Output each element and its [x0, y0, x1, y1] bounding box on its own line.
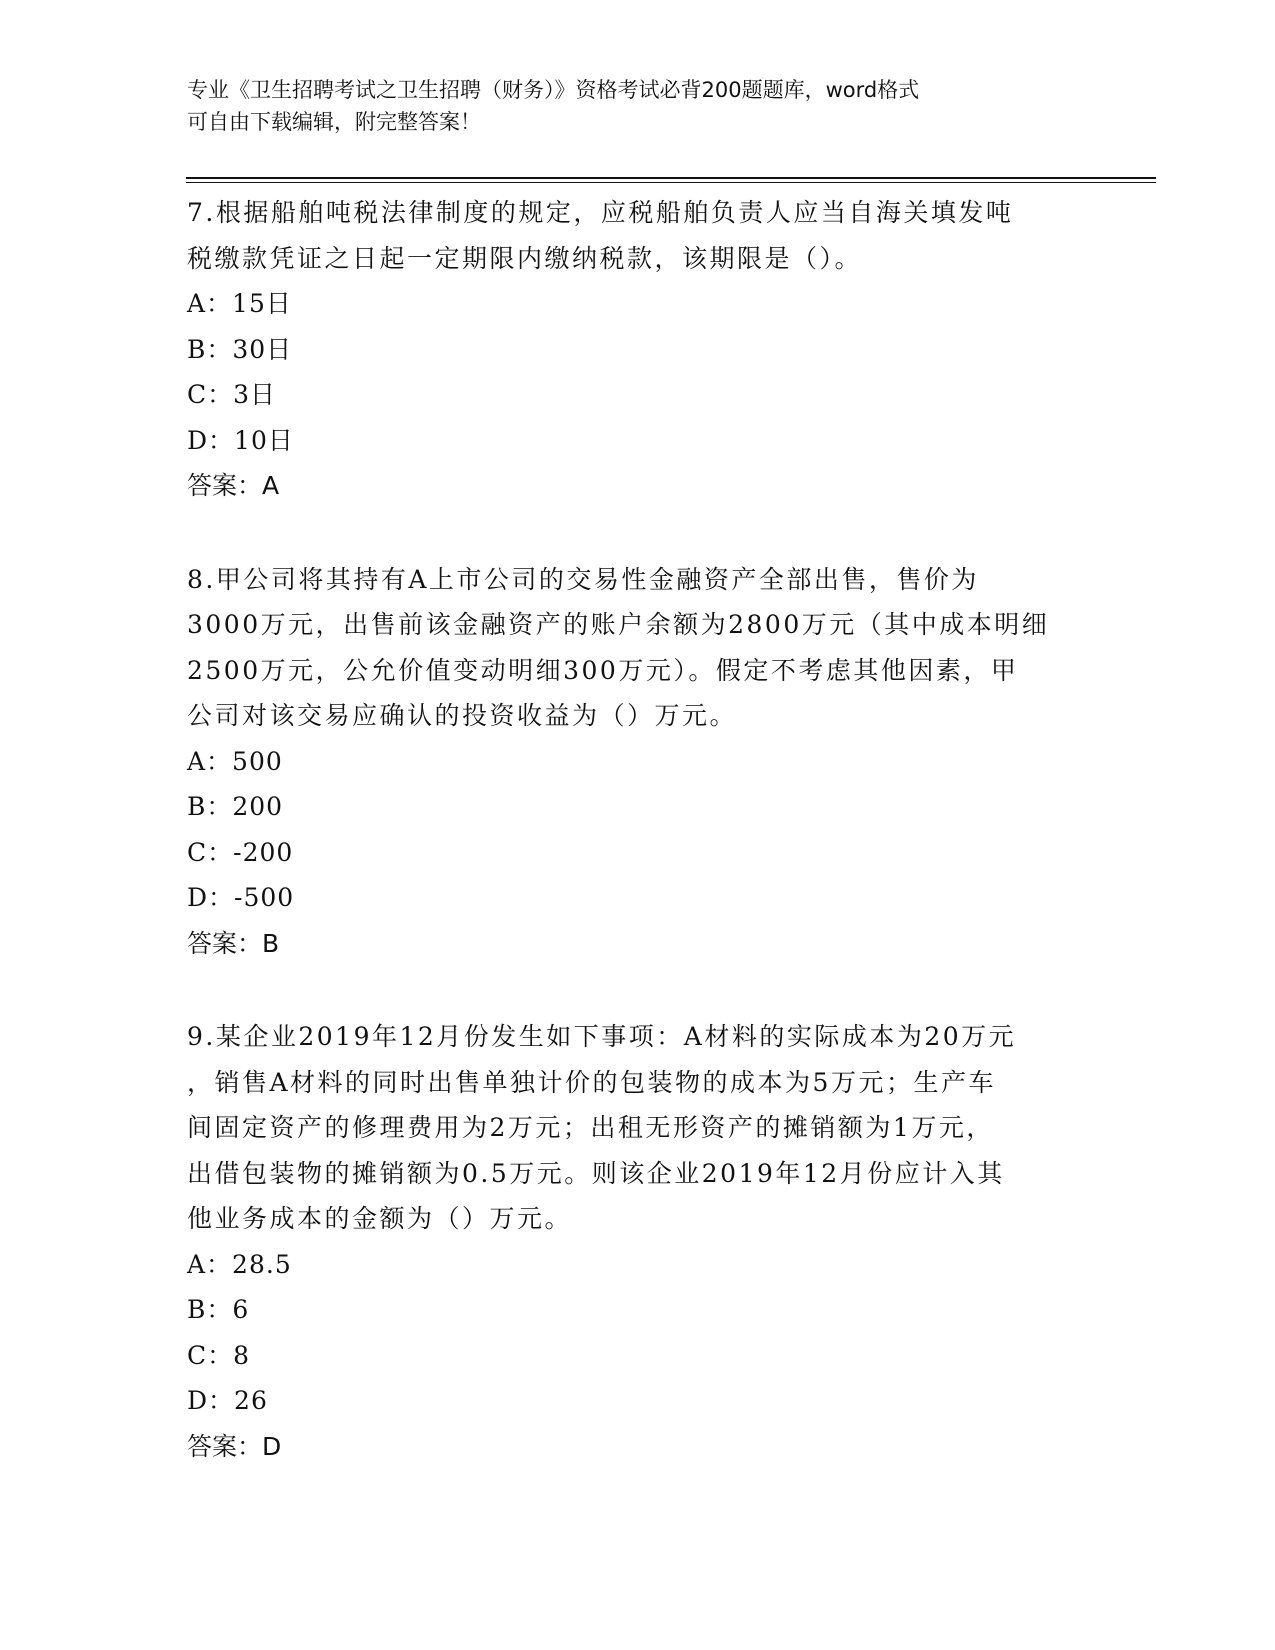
answer-line: 答案：B [187, 928, 280, 958]
question-7 [187, 190, 1087, 509]
option-b: B：6 [187, 1295, 250, 1324]
question-9 [187, 1014, 1087, 1469]
option-c: C：-200 [187, 837, 294, 867]
option-a: A：15日 [187, 289, 292, 318]
document-header [187, 74, 1067, 138]
answer-line: 答案：A [187, 471, 280, 500]
header-divider-thick [186, 177, 1156, 179]
question-text-line: 8.甲公司将其持有A上市公司的交易性金融资产全部出售，售价为 [187, 564, 979, 594]
question-text-line: 间固定资产的修理费用为2万元；出租无形资产的摊销额为1万元， [187, 1113, 994, 1142]
question-text-line: 7.根据船舶吨税法律制度的规定，应税船舶负责人应当自海关填发吨 [187, 198, 1014, 227]
option-a: A：28.5 [187, 1249, 292, 1279]
option-b: B：200 [187, 792, 284, 821]
answer-line: 答案：D [187, 1431, 282, 1461]
header-line-1: 专业《卫生招聘考试之卫生招聘（财务）》资格考试必背200题题库，word格式 [187, 78, 920, 102]
option-c: C：8 [187, 1340, 251, 1370]
option-d: D：10日 [187, 425, 294, 455]
question-text-line: 他业务成本的金额为（）万元。 [187, 1204, 573, 1233]
option-b: B：30日 [187, 334, 293, 364]
question-text-line: 公司对该交易应确认的投资收益为（）万元。 [187, 701, 738, 730]
question-8 [187, 557, 1087, 967]
option-d: D：26 [187, 1386, 268, 1415]
option-a: A：500 [187, 746, 283, 776]
question-list [187, 190, 1087, 1517]
question-text-line: 9.某企业2019年12月份发生如下事项：A材料的实际成本为20万元 [187, 1022, 1017, 1051]
question-text-line: 出借包装物的摊销额为0.5万元。则该企业2019年12月份应计入其 [187, 1158, 1005, 1188]
header-divider-thin [186, 182, 1156, 183]
header-line-2: 可自由下载编辑，附完整答案！ [187, 110, 481, 134]
option-c: C：3日 [187, 380, 277, 409]
question-text-line: ，销售A材料的同时出售单独计价的包装物的成本为5万元；生产车 [187, 1067, 996, 1097]
question-text-line: 2500万元，公允价值变动明细300万元）。假定不考虑其他因素，甲 [187, 655, 1019, 685]
option-d: D：-500 [187, 883, 295, 912]
question-text-line: 税缴款凭证之日起一定期限内缴纳税款，该期限是（）。 [187, 243, 863, 273]
question-text-line: 3000万元，出售前该金融资产的账户余额为2800万元（其中成本明细 [187, 610, 1050, 639]
